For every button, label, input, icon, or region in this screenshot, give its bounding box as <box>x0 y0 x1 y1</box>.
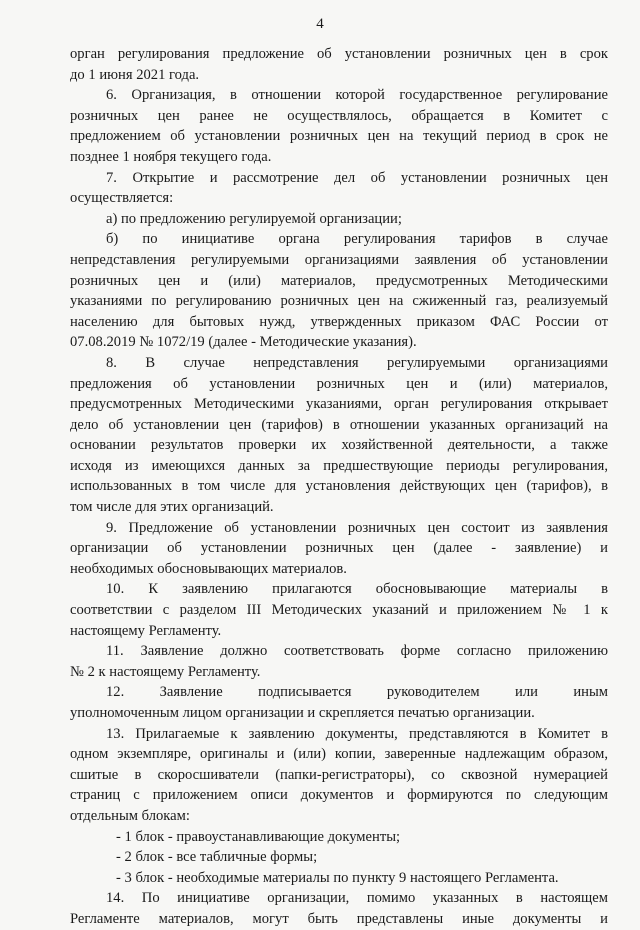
text-line: 07.08.2019 № 1072/19 (далее - Методические указания). <box>70 334 417 351</box>
text-line: 9. Предложение об установлении розничных цен состоит из заявления <box>106 519 608 536</box>
text-line: предложения об установлении розничных цен и (или) материалов, <box>70 375 608 392</box>
text-line: - 3 блок - необходимые материалы по пункту 9 настоящего Регламента. <box>116 869 559 886</box>
text-line: Регламенте материалов, могут быть представлены иные документы и <box>70 910 608 927</box>
text-line: б) по инициативе органа регулирования тарифов в случае <box>106 231 608 248</box>
text-line: предусмотренных Методическими указаниями, орган регулирования открывает <box>70 396 608 413</box>
text-line: сшитые в скоросшиватели (папки-регистраторы), со сквозной нумерацией <box>70 766 608 783</box>
text-line: организации об установлении розничных цен (далее - заявление) и <box>70 540 608 557</box>
text-line: дело об установлении цен (тарифов) в отношении указанных организаций на <box>70 416 608 433</box>
text-line: позднее 1 ноября текущего года. <box>70 148 272 165</box>
page-number: 4 <box>316 16 324 32</box>
text-line: 11. Заявление должно соответствовать форме согласно приложению <box>106 643 608 660</box>
text-line: 12. Заявление подписывается руководителем или иным <box>106 684 608 701</box>
text-line: - 1 блок - правоустанавливающие документы; <box>116 828 401 845</box>
text-line: - 2 блок - все табличные формы; <box>116 849 318 866</box>
text-line: указаниями по регулированию розничных цен на сжиженный газ, реализуемый <box>70 293 608 310</box>
text-line: 13. Прилагаемые к заявлению документы, представляются в Комитет в <box>106 725 608 742</box>
text-line: 10. К заявлению прилагаются обосновывающие материалы в <box>106 581 608 598</box>
text-line: отдельным блокам: <box>70 807 190 824</box>
text-line: розничных цен ранее не осуществлялось, обращается в Комитет с <box>70 107 608 124</box>
text-line: до 1 июня 2021 года. <box>70 66 200 83</box>
text-line: непредставления регулируемыми организациями заявления об установлении <box>70 251 608 268</box>
text-line: розничных цен и (или) материалов, предусмотренных Методическими <box>70 272 608 289</box>
text-line: исходя из имеющихся данных за предшествующие периоды регулирования, <box>70 457 608 474</box>
text-line: а) по предложению регулируемой организации; <box>106 210 402 227</box>
text-line: осуществляется: <box>70 190 174 207</box>
text-line: орган регулирования предложение об установлении розничных цен в срок <box>70 46 608 62</box>
text-line: предложением об установлении розничных цен на текущий период в срок не <box>70 128 608 145</box>
document-body <box>70 44 608 930</box>
text-line: основании результатов проверки их хозяйственной деятельности, а также <box>70 437 608 454</box>
text-line: 14. По инициативе организации, помимо указанных в настоящем <box>106 890 608 907</box>
text-line: 7. Открытие и рассмотрение дел об установлении розничных цен <box>106 169 608 186</box>
text-line: одном экземпляре, оригиналы и (или) копии, заверенные надлежащим образом, <box>70 746 608 763</box>
text-line: уполномоченным лицом организации и скрепляется печатью организации. <box>70 705 535 721</box>
text-line: настоящему Регламенту. <box>70 622 222 639</box>
text-line: 6. Организация, в отношении которой государственное регулирование <box>106 87 608 104</box>
text-line: страниц с приложением описи документов и формируются по следующим <box>70 787 608 804</box>
text-line: № 2 к настоящему Регламенту. <box>70 663 261 680</box>
text-line: том числе для этих организаций. <box>70 499 274 516</box>
text-line: 8. В случае непредставления регулируемыми организациями <box>106 354 608 371</box>
text-line: соответствии с разделом III Методических указаний и приложением № 1 к <box>70 602 608 619</box>
text-line: населению для бытовых нужд, утвержденных приказом ФАС России от <box>70 313 608 330</box>
text-line: необходимых обосновывающих материалов. <box>70 560 347 577</box>
text-line: использованных в том числе для установления действующих цен (тарифов), в <box>70 478 608 495</box>
